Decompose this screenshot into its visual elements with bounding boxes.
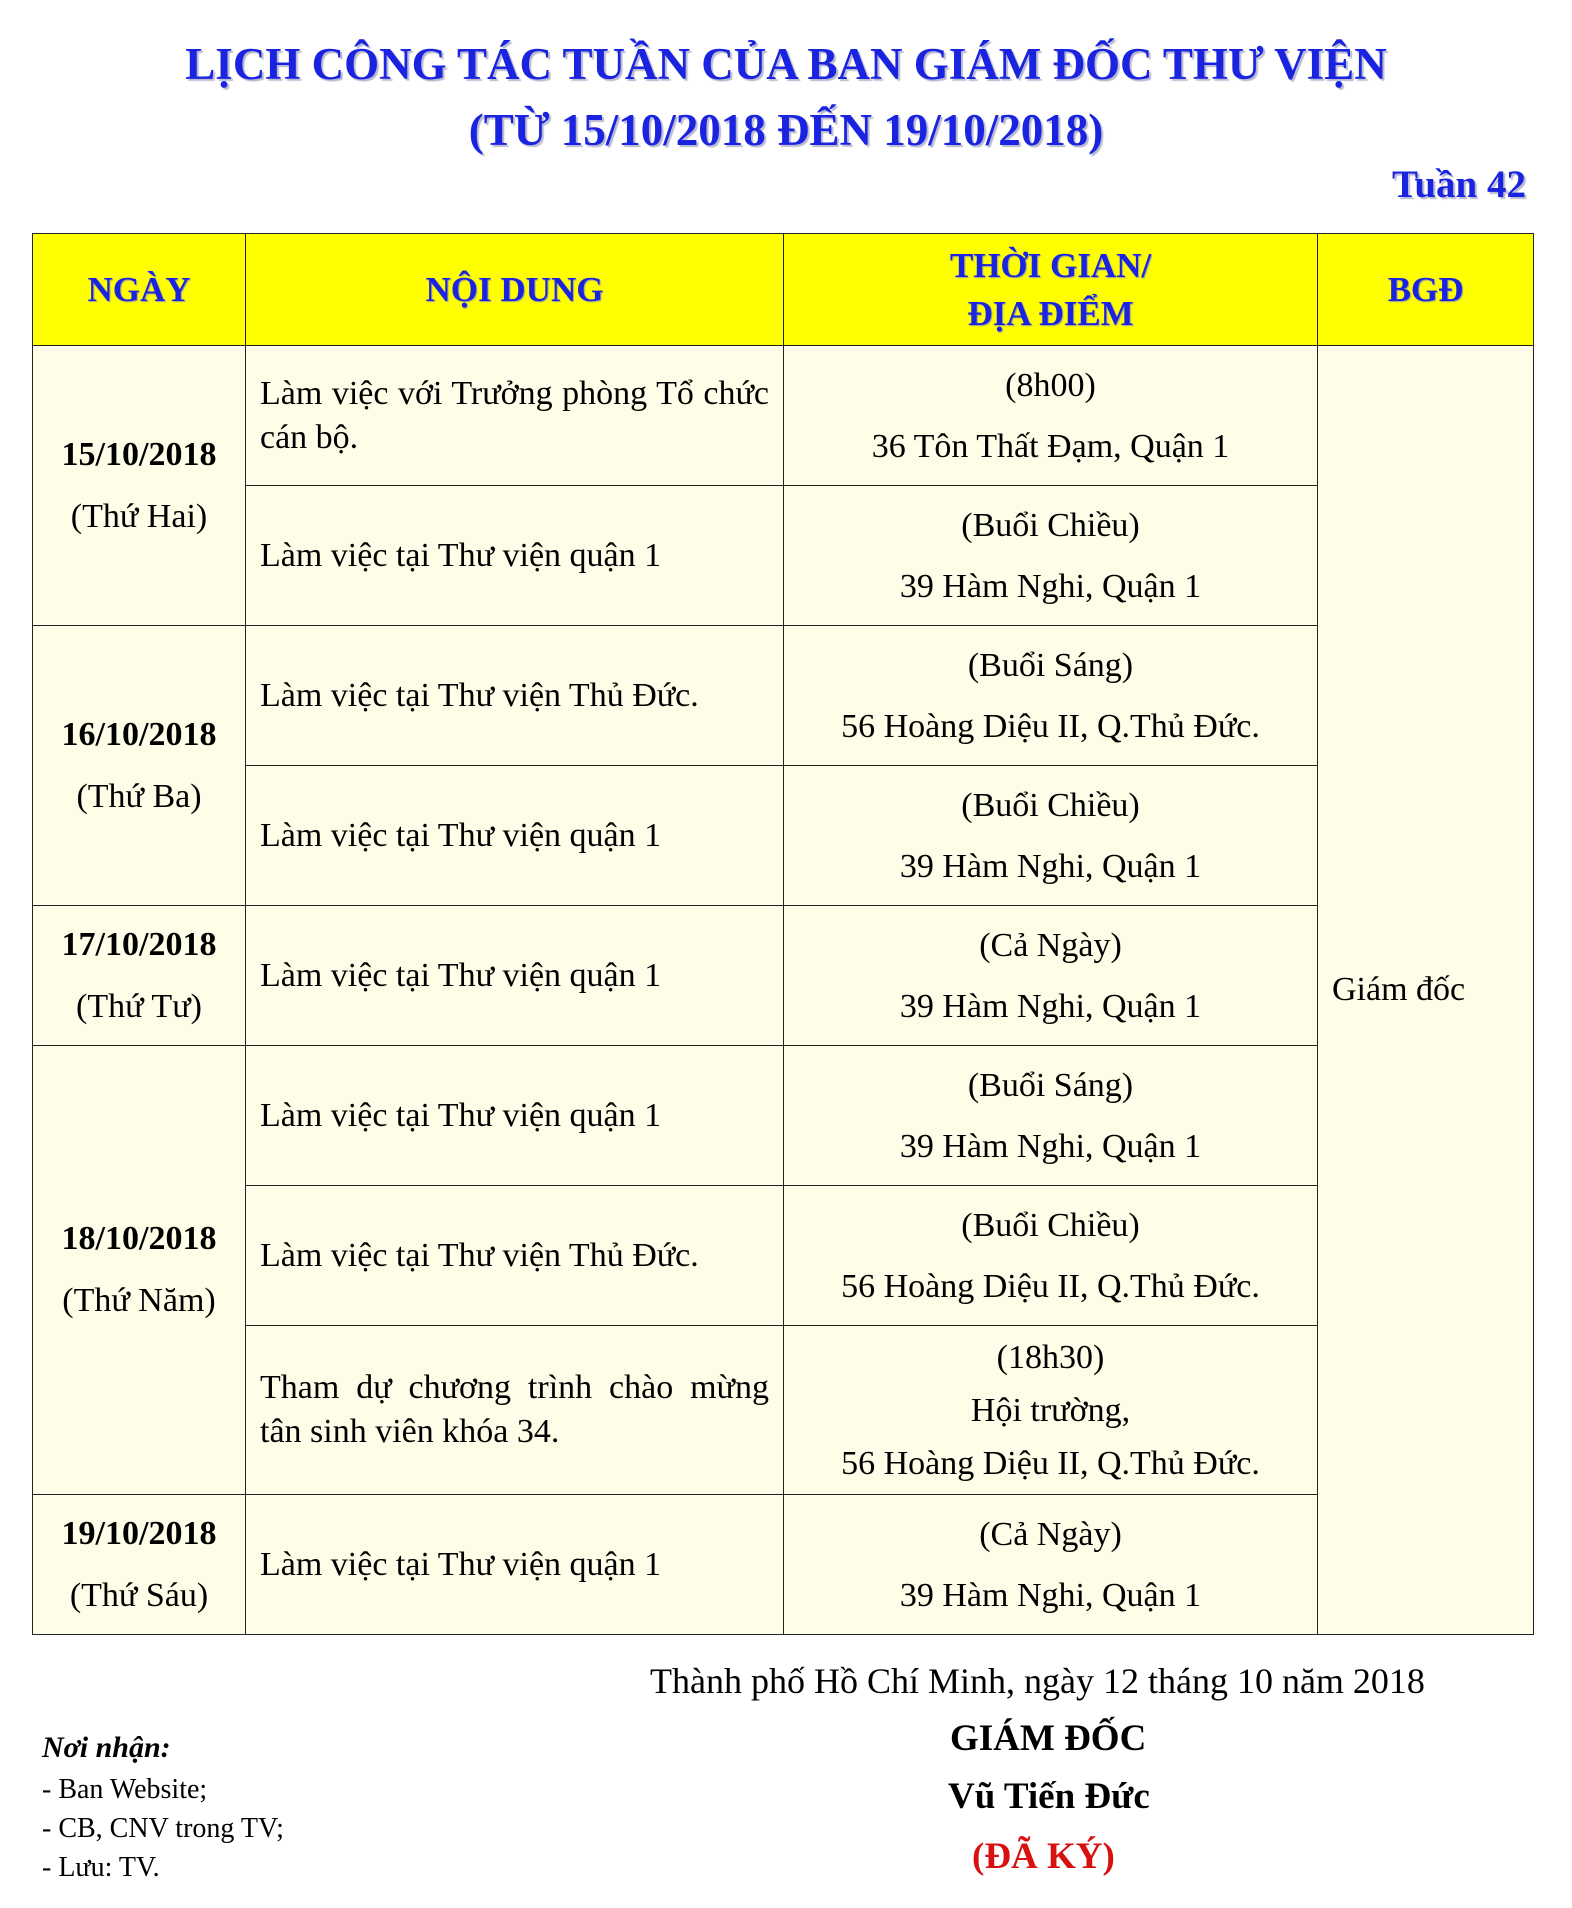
recipients-heading: Nơi nhận:: [42, 1731, 171, 1764]
day-weekday: (Thứ Ba): [76, 777, 202, 815]
header-day: NGÀY: [33, 234, 246, 346]
time-place-cell: [784, 1186, 1318, 1326]
content-cell: Làm việc với Trưởng phòng Tổ chức cán bộ.: [246, 346, 784, 486]
day-date: 19/10/2018: [61, 1514, 217, 1552]
place-text: 39 Hàm Nghi, Quận 1: [899, 1576, 1202, 1614]
time-text: (Cả Ngày): [979, 926, 1122, 964]
issue-date: Thành phố Hồ Chí Minh, ngày 12 tháng 10 năm 2018: [650, 1661, 1425, 1701]
signed-status: (ĐÃ KÝ): [972, 1836, 1115, 1877]
content-cell: Làm việc tại Thư viện quận 1: [246, 1495, 784, 1635]
content-cell: Làm việc tại Thư viện Thủ Đức.: [246, 1186, 784, 1326]
signer-name: Vũ Tiến Đức: [948, 1776, 1150, 1817]
recipients-list: [42, 1770, 284, 1887]
document-title: LỊCH CÔNG TÁC TUẦN CỦA BAN GIÁM ĐỐC THƯ VIỆN: [185, 39, 1387, 89]
time-text: (Buổi Chiều): [961, 506, 1140, 544]
place-text: 36 Tôn Thất Đạm, Quận 1: [871, 427, 1230, 465]
time-place-cell: [784, 1326, 1318, 1495]
recipient-item: - Ban Website;: [42, 1774, 208, 1805]
content-cell: Làm việc tại Thư viện Thủ Đức.: [246, 626, 784, 766]
day-date: 17/10/2018: [61, 925, 217, 963]
day-cell: [33, 1495, 246, 1635]
table-header-row: [33, 234, 1534, 346]
header-content: NỘI DUNG: [246, 234, 784, 346]
time-place-cell: [784, 1046, 1318, 1186]
recipient-item: - Lưu: TV.: [42, 1852, 160, 1883]
day-cell: [33, 346, 246, 626]
time-text: (Buổi Chiều): [961, 1206, 1140, 1244]
place-text: 56 Hoàng Diệu II, Q.Thủ Đức.: [841, 1444, 1260, 1482]
time-place-cell: [784, 626, 1318, 766]
place-text: 39 Hàm Nghi, Quận 1: [899, 567, 1202, 605]
recipients-label: Nơi nhận: [42, 1731, 161, 1764]
time-text: (Buổi Chiều): [961, 786, 1140, 824]
place-text: 39 Hàm Nghi, Quận 1: [899, 847, 1202, 885]
time-place-cell: [784, 766, 1318, 906]
table-row: [33, 766, 1534, 906]
header-bgd: BGĐ: [1318, 234, 1534, 346]
day-date: 18/10/2018: [61, 1220, 217, 1257]
content-cell: Làm việc tại Thư viện quận 1: [246, 906, 784, 1046]
venue-text: Hội trường,: [970, 1391, 1131, 1429]
recipient-item: - CB, CNV trong TV;: [42, 1813, 284, 1844]
content-cell: Tham dự chương trình chào mừng tân sinh viên khóa 34.: [246, 1326, 784, 1495]
time-text: (18h30): [996, 1338, 1105, 1376]
place-text: 39 Hàm Nghi, Quận 1: [899, 1127, 1202, 1165]
header-time-place: [784, 234, 1318, 346]
table-row: [33, 1326, 1534, 1495]
signer-title: GIÁM ĐỐC: [950, 1718, 1147, 1759]
day-date: 15/10/2018: [61, 435, 217, 473]
week-number: Tuần 42: [1391, 163, 1526, 206]
content-cell: Làm việc tại Thư viện quận 1: [246, 766, 784, 906]
time-place-cell: [784, 346, 1318, 486]
time-text: (Buổi Sáng): [967, 646, 1134, 684]
header-time-label: THỜI GIAN/: [949, 245, 1152, 285]
time-place-cell: [784, 906, 1318, 1046]
table-row: [33, 486, 1534, 626]
day-weekday: (Thứ Sáu): [69, 1576, 209, 1614]
header-place-label: ĐỊA ĐIỂM: [967, 293, 1134, 333]
day-date: 16/10/2018: [61, 715, 217, 753]
day-cell: [33, 626, 246, 906]
table-row: [33, 1046, 1534, 1186]
table-row: [33, 1495, 1534, 1635]
table-row: [33, 346, 1534, 486]
day-cell: [33, 906, 246, 1046]
place-text: 56 Hoàng Diệu II, Q.Thủ Đức.: [841, 1267, 1260, 1305]
document-date-range: (TỪ 15/10/2018 ĐẾN 19/10/2018): [468, 105, 1104, 155]
day-weekday: (Thứ Tư): [76, 987, 202, 1025]
time-text: (Buổi Sáng): [967, 1066, 1134, 1104]
time-text: (Cả Ngày): [979, 1515, 1122, 1553]
content-cell: Làm việc tại Thư viện quận 1: [246, 486, 784, 626]
schedule-table: [32, 233, 1534, 1635]
content-cell: Làm việc tại Thư viện quận 1: [246, 1046, 784, 1186]
day-weekday: (Thứ Hai): [70, 497, 208, 535]
place-text: 56 Hoàng Diệu II, Q.Thủ Đức.: [841, 707, 1260, 745]
table-row: [33, 626, 1534, 766]
place-text: 39 Hàm Nghi, Quận 1: [899, 987, 1202, 1025]
day-weekday: (Thứ Năm): [62, 1282, 216, 1319]
bgd-cell: Giám đốc: [1318, 346, 1534, 1635]
day-cell: [33, 1046, 246, 1495]
time-place-cell: [784, 1495, 1318, 1635]
table-row: [33, 906, 1534, 1046]
table-row: [33, 1186, 1534, 1326]
time-text: (8h00): [1005, 366, 1096, 404]
time-place-cell: [784, 486, 1318, 626]
